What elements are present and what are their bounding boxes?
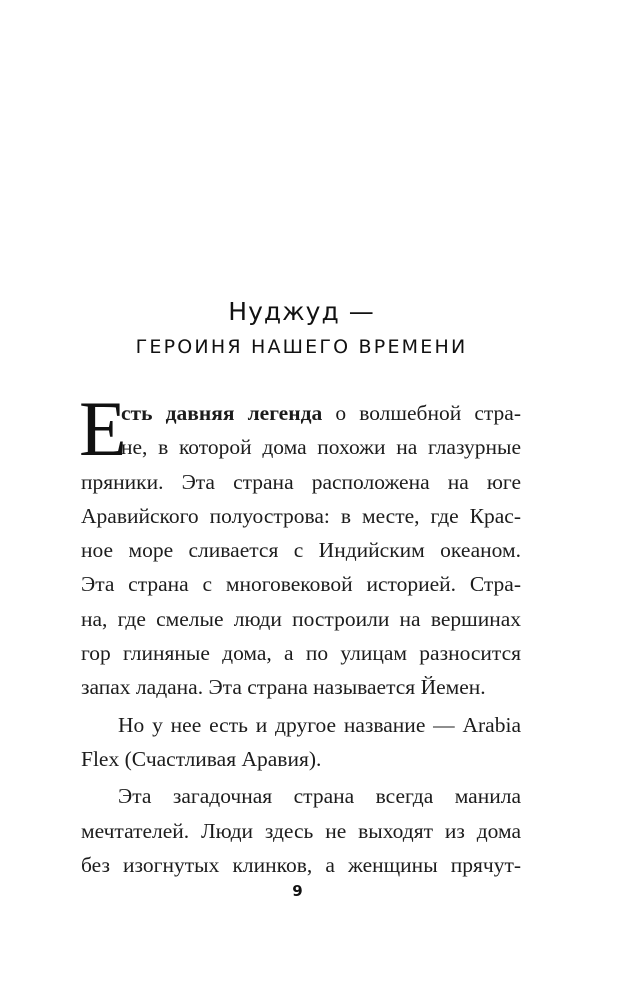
text-line: Но у нее есть и другое название — Arabia: [118, 712, 521, 737]
text-line: Эта страна с многовековой историей. Стра-: [81, 572, 521, 597]
chapter-subtitle: ГЕРОИНЯ НАШЕГО ВРЕМЕНИ: [135, 336, 468, 358]
text-line: запах ладана. Эта страна называется Йемен.: [81, 675, 486, 700]
text-fragment: о волшебной стра-: [322, 401, 521, 425]
paragraph: [79, 385, 521, 705]
chapter-title: Нуджуд —: [228, 297, 375, 326]
text-line: ное море сливается с Индийским океаном.: [81, 538, 521, 563]
text-line: гор глиняные дома, а по улицам разносится: [81, 641, 521, 666]
text-line: Аравийского полуострова: в месте, где Крас-: [81, 503, 521, 528]
text-line: пряники. Эта страна расположена на юге: [81, 469, 521, 494]
text-line: Эта загадочная страна всегда манила: [118, 784, 521, 809]
drop-cap: Е: [79, 385, 127, 472]
chapter-heading: [0, 296, 603, 362]
text-line: без изогнутых клинков, а женщины прячут-: [81, 852, 521, 877]
paragraph: [81, 779, 521, 882]
paragraph: [81, 708, 521, 777]
chapter-body: [79, 385, 521, 882]
page-number: 9: [292, 882, 303, 900]
text-line: мечтателей. Люди здесь не выходят из дома: [81, 818, 521, 843]
text-line: Flex (Счастливая Аравия).: [81, 746, 322, 771]
text-line: не, в которой дома похожи на глазурные: [121, 435, 521, 460]
lead-bold-phrase: сть давняя легенда: [121, 401, 323, 425]
text-line: на, где смелые люди построили на вершинах: [81, 606, 521, 631]
